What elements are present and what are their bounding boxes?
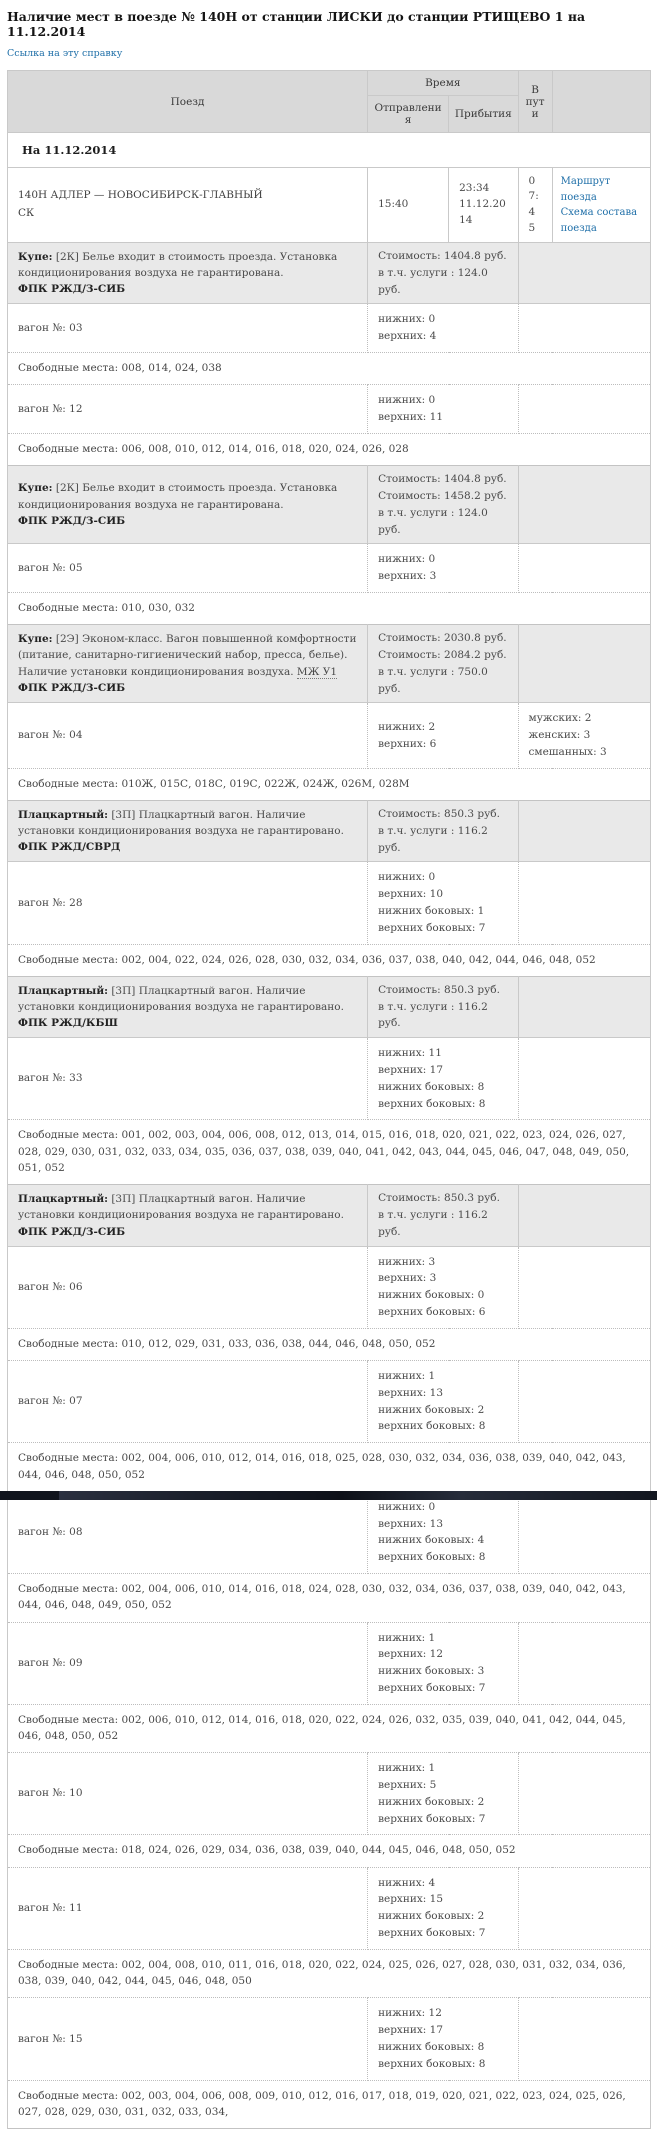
free-seats-cell: Свободные места: 008, 014, 024, 038 <box>8 352 651 384</box>
free-seats-cell: Свободные места: 010, 012, 029, 031, 033, 036, 038, 044, 046, 048, 050, 052 <box>8 1328 651 1360</box>
column-time: Время <box>368 71 518 96</box>
seat-count-line: нижних: 1 <box>378 1631 436 1644</box>
free-seats-row <box>8 352 651 384</box>
price-line: Стоимость: 850.3 руб. <box>378 808 500 820</box>
arrival-cell <box>449 168 518 243</box>
class-description-row <box>8 243 651 304</box>
column-train: Поезд <box>8 71 368 133</box>
seat-counts-cell <box>368 1753 518 1835</box>
departure-time: 15:40 <box>368 168 449 243</box>
free-seats-cell: Свободные места: 002, 006, 010, 012, 014, 016, 018, 020, 022, 024, 026, 032, 035, 039, 040, 041, 042, 044, 045, 046, 048, 050, 052 <box>8 1704 651 1753</box>
class-description-text <box>18 480 357 513</box>
seat-counts-cell <box>368 1998 518 2080</box>
train-category: СК <box>18 207 35 219</box>
price-cell <box>368 976 518 1037</box>
free-seats-row <box>8 1443 651 1492</box>
seat-counts-cell <box>368 703 518 768</box>
car-number-cell: вагон №: 08 <box>8 1491 368 1573</box>
seat-counts-cell <box>368 862 518 944</box>
seat-count-line: нижних: 0 <box>378 1500 436 1513</box>
car-number-cell: вагон №: 06 <box>8 1246 368 1328</box>
date-section-label: На 11.12.2014 <box>8 133 651 168</box>
seat-count-line: верхних: 17 <box>378 1064 444 1077</box>
class-description-row <box>8 1185 651 1246</box>
gender-counts-cell <box>518 1998 650 2080</box>
class-name-label: Плацкартный: <box>18 808 108 821</box>
class-row-empty-cell <box>518 976 650 1037</box>
seat-count-line: верхних боковых: 8 <box>378 2057 486 2070</box>
car-number-cell: вагон №: 03 <box>8 304 368 353</box>
train-scheme-link[interactable]: Схема состава поезда <box>560 207 638 234</box>
car-row <box>8 703 651 768</box>
price-line: в т.ч. услуги : 124.0 руб. <box>378 266 488 296</box>
carrier-label: ФПК РЖД/СВРД <box>18 841 121 854</box>
price-line: в т.ч. услуги : 116.2 руб. <box>378 1209 488 1238</box>
carrier-label: ФПК РЖД/З-СИБ <box>18 283 126 296</box>
seat-count-line: нижних: 2 <box>378 720 436 733</box>
free-seats-row <box>8 2080 651 2129</box>
gender-counts-cell <box>518 1753 650 1835</box>
bottom-taskbar-edge <box>0 1491 657 1500</box>
gender-count-line: смешанных: 3 <box>528 745 607 758</box>
free-seats-cell: Свободные места: 002, 004, 022, 024, 026, 028, 030, 032, 034, 036, 037, 038, 040, 042, 044, 046, 048, 052 <box>8 944 651 976</box>
free-seats-cell: Свободные места: 002, 004, 006, 010, 012, 014, 016, 018, 025, 028, 030, 032, 034, 036, 038, 039, 040, 042, 043, 044, 046, 048, 050, 052 <box>8 1443 651 1492</box>
gender-counts-cell <box>518 1491 650 1573</box>
seat-counts-cell <box>368 1491 518 1573</box>
carrier-label: ФПК РЖД/З-СИБ <box>18 514 126 527</box>
reference-link[interactable]: Ссылка на эту справку <box>7 48 123 59</box>
seat-count-line: нижних: 0 <box>378 871 436 884</box>
car-row <box>8 1361 651 1443</box>
seat-count-line: верхних: 6 <box>378 737 437 750</box>
seat-counts-cell <box>368 385 518 434</box>
seat-count-line: нижних: 12 <box>378 2007 442 2020</box>
free-seats-cell: Свободные места: 010, 030, 032 <box>8 592 651 624</box>
train-name: 140Н АДЛЕР — НОВОСИБИРСК-ГЛАВНЫЙ <box>18 189 263 202</box>
column-actions <box>552 71 650 133</box>
seat-count-line: нижних боковых: 2 <box>378 1403 485 1416</box>
train-cell <box>8 168 368 243</box>
class-row-empty-cell <box>518 243 650 304</box>
date-section-row <box>8 133 651 168</box>
seat-count-line: верхних боковых: 8 <box>378 1420 486 1433</box>
free-seats-row <box>8 1328 651 1360</box>
free-seats-row <box>8 768 651 800</box>
seat-count-line: верхних боковых: 7 <box>378 921 486 934</box>
gender-counts-cell <box>518 544 650 593</box>
arrival-date: 11.12.2014 <box>459 198 506 226</box>
car-number-cell: вагон №: 28 <box>8 862 368 944</box>
seat-count-line: нижних: 1 <box>378 1370 436 1383</box>
price-line: Стоимость: 850.3 руб. <box>378 983 500 996</box>
class-row-empty-cell <box>518 1185 650 1246</box>
car-number-cell: вагон №: 05 <box>8 544 368 593</box>
gender-counts-cell <box>518 1246 650 1328</box>
class-name-label: Плацкартный: <box>18 984 108 997</box>
free-seats-row <box>8 1120 651 1185</box>
price-line: в т.ч. услуги : 116.2 руб. <box>378 1000 488 1030</box>
seat-count-line: нижних: 0 <box>378 553 436 566</box>
car-number-cell: вагон №: 33 <box>8 1038 368 1120</box>
car-row <box>8 862 651 944</box>
seat-count-line: верхних: 15 <box>378 1893 444 1906</box>
gender-counts-cell <box>518 385 650 434</box>
seat-count-line: нижних: 1 <box>378 1762 436 1775</box>
carrier-label: ФПК РЖД/КБШ <box>18 1017 118 1030</box>
seat-count-line: верхних боковых: 8 <box>378 1551 486 1564</box>
gender-counts-cell <box>518 862 650 944</box>
class-description-text <box>18 1191 357 1224</box>
class-description-row <box>8 976 651 1037</box>
column-duration-line1: В <box>531 83 539 96</box>
car-row <box>8 385 651 434</box>
free-seats-row <box>8 433 651 465</box>
seat-counts-cell <box>368 304 518 353</box>
seat-count-line: верхних: 13 <box>378 1386 444 1399</box>
column-duration-line2: пути <box>525 95 545 120</box>
seat-count-line: нижних боковых: 3 <box>378 1665 485 1678</box>
seat-count-line: верхних: 13 <box>378 1517 444 1530</box>
class-description-cell <box>8 466 368 544</box>
gender-counts-cell <box>518 1622 650 1704</box>
seat-count-line: верхних: 3 <box>378 570 437 583</box>
seat-count-line: верхних: 17 <box>378 2024 444 2037</box>
car-number-cell: вагон №: 07 <box>8 1361 368 1443</box>
class-description-rest: [2Э] Эконом-класс. Вагон повышенной комфортности (питание, санитарно-гигиенический набор, пресса, белье). Наличие установки кондиционирования воздуха. <box>18 633 357 678</box>
price-cell <box>368 1185 518 1246</box>
seat-count-line: верхних: 5 <box>378 1779 437 1792</box>
gender-count-line: мужских: 2 <box>528 712 592 725</box>
class-description-text <box>18 983 357 1016</box>
price-line: Стоимость: 1458.2 руб. <box>378 489 507 502</box>
class-row-empty-cell <box>518 801 650 862</box>
free-seats-cell: Свободные места: 001, 002, 003, 004, 006, 008, 012, 013, 014, 015, 016, 018, 020, 021, 022, 023, 024, 026, 027, 028, 029, 030, 031, 032, 033, 034, 035, 036, 037, 038, 039, 040, 041, 042, 043, 044, 045, 046, 047, 048, 049, 050, 051, 052 <box>8 1120 651 1185</box>
table-header <box>8 71 651 133</box>
class-row-empty-cell <box>518 625 650 703</box>
class-description-text <box>18 631 357 680</box>
class-name-label: Купе: <box>18 482 53 495</box>
gender-counts-cell <box>518 1867 650 1949</box>
free-seats-row <box>8 1949 651 1998</box>
car-row <box>8 1038 651 1120</box>
gender-counts-cell <box>518 1361 650 1443</box>
price-cell <box>368 243 518 304</box>
price-line: Стоимость: 2084.2 руб. <box>378 648 507 661</box>
class-description-rest: [2К] Белье входит в стоимость проезда. Установка кондиционирования воздуха не гарантирована. <box>18 482 338 511</box>
gender-counts-cell <box>518 1038 650 1120</box>
class-description-text <box>18 249 357 282</box>
column-arrival: Прибытия <box>449 96 518 133</box>
gender-counts-cell <box>518 304 650 353</box>
class-description-cell <box>8 625 368 703</box>
seat-count-line: верхних: 10 <box>378 888 444 901</box>
price-line: Стоимость: 850.3 руб. <box>378 1192 500 1205</box>
price-line: в т.ч. услуги : 750.0 руб. <box>378 665 488 695</box>
seat-count-line: верхних: 11 <box>378 411 444 424</box>
seat-count-line: верхних: 12 <box>378 1648 444 1661</box>
class-description-cell <box>8 243 368 304</box>
page-title: Наличие мест в поезде № 140Н от станции ЛИСКИ до станции РТИЩЕВО 1 на 11.12.2014 <box>7 9 586 39</box>
free-seats-row <box>8 1835 651 1867</box>
train-row <box>8 168 651 243</box>
seat-count-line: верхних боковых: 8 <box>378 1097 486 1110</box>
seat-counts-cell <box>368 1361 518 1443</box>
class-name-label: Купе: <box>18 633 53 646</box>
car-row <box>8 1246 651 1328</box>
seat-count-line: нижних: 4 <box>378 1876 436 1889</box>
seat-count-line: верхних: 4 <box>378 330 437 343</box>
car-row <box>8 1867 651 1949</box>
seat-count-line: нижних: 0 <box>378 394 436 407</box>
price-line: Стоимость: 1404.8 руб. <box>378 250 507 262</box>
seat-count-line: верхних боковых: 7 <box>378 1927 486 1940</box>
seat-counts-cell <box>368 544 518 593</box>
seat-count-line: нижних боковых: 1 <box>378 904 485 917</box>
seat-count-line: нижних: 3 <box>378 1255 436 1268</box>
seat-count-line: нижних: 0 <box>378 313 436 326</box>
car-number-cell: вагон №: 04 <box>8 703 368 768</box>
class-description-rest: [3П] Плацкартный вагон. Наличие установки кондиционирования воздуха не гарантировано. <box>18 1193 344 1222</box>
seat-count-line: нижних боковых: 2 <box>378 1795 485 1808</box>
price-line: Стоимость: 2030.8 руб. <box>378 632 507 645</box>
train-links-cell <box>552 168 650 243</box>
seat-count-line: верхних боковых: 7 <box>378 1681 486 1694</box>
price-cell <box>368 466 518 544</box>
price-cell <box>368 801 518 862</box>
price-line: Стоимость: 1404.8 руб. <box>378 473 507 486</box>
seat-count-line: нижних боковых: 8 <box>378 1080 485 1093</box>
class-description-rest: [3П] Плацкартный вагон. Наличие установки кондиционирования воздуха не гарантировано. <box>18 984 344 1013</box>
free-seats-cell: Свободные места: 002, 004, 008, 010, 011, 016, 018, 020, 022, 024, 025, 026, 027, 028, 030, 031, 032, 034, 036, 038, 039, 040, 042, 044, 045, 046, 048, 050 <box>8 1949 651 1998</box>
class-description-cell <box>8 1185 368 1246</box>
free-seats-cell: Свободные места: 018, 024, 026, 029, 034, 036, 038, 039, 040, 044, 045, 046, 048, 050, 052 <box>8 1835 651 1867</box>
class-name-label: Купе: <box>18 250 53 263</box>
seat-count-line: нижних боковых: 8 <box>378 2040 485 2053</box>
free-seats-row <box>8 1573 651 1622</box>
price-line: в т.ч. услуги : 124.0 руб. <box>378 506 488 536</box>
column-duration <box>518 71 552 133</box>
seat-count-line: нижних боковых: 2 <box>378 1910 485 1923</box>
gender-count-line: женских: 3 <box>528 729 591 742</box>
seat-count-line: верхних боковых: 6 <box>378 1306 486 1318</box>
column-departure: Отправления <box>368 96 449 133</box>
class-description-row <box>8 466 651 544</box>
price-line: в т.ч. услуги : 116.2 руб. <box>378 824 488 854</box>
availability-table <box>7 70 651 2129</box>
free-seats-cell: Свободные места: 006, 008, 010, 012, 014, 016, 018, 020, 024, 026, 028 <box>8 433 651 465</box>
class-feature-abbr: МЖ У1 <box>296 665 338 678</box>
class-description-row <box>8 801 651 862</box>
free-seats-cell: Свободные места: 002, 003, 004, 006, 008, 009, 010, 012, 016, 017, 018, 019, 020, 021, 022, 023, 024, 025, 026, 027, 028, 029, 030, 031, 032, 033, 034, <box>8 2080 651 2129</box>
seat-count-line: верхних: 3 <box>378 1272 437 1285</box>
car-row <box>8 1998 651 2080</box>
class-row-empty-cell <box>518 466 650 544</box>
free-seats-row <box>8 1704 651 1753</box>
arrival-time: 23:34 <box>459 182 490 195</box>
class-name-label: Плацкартный: <box>18 1193 108 1206</box>
carrier-label: ФПК РЖД/З-СИБ <box>18 682 126 695</box>
duration-value: 07:45 <box>518 168 552 243</box>
class-description-row <box>8 625 651 703</box>
car-number-cell: вагон №: 10 <box>8 1753 368 1835</box>
seat-counts-cell <box>368 1246 518 1328</box>
car-number-cell: вагон №: 11 <box>8 1867 368 1949</box>
carrier-label: ФПК РЖД/З-СИБ <box>18 1225 126 1238</box>
car-number-cell: вагон №: 12 <box>8 385 368 434</box>
car-number-cell: вагон №: 15 <box>8 1998 368 2080</box>
class-description-rest: [2К] Белье входит в стоимость проезда. Установка кондиционирования воздуха не гарантирована. <box>18 250 338 280</box>
car-row <box>8 304 651 353</box>
class-description-cell <box>8 976 368 1037</box>
route-link[interactable]: Маршрут поезда <box>560 176 611 203</box>
price-cell <box>368 625 518 703</box>
car-number-cell: вагон №: 09 <box>8 1622 368 1704</box>
car-row <box>8 544 651 593</box>
class-description-rest: [3П] Плацкартный вагон. Наличие установки кондиционирования воздуха не гарантировано. <box>18 808 344 838</box>
car-row <box>8 1622 651 1704</box>
free-seats-cell: Свободные места: 002, 004, 006, 010, 014, 016, 018, 024, 028, 030, 032, 034, 036, 037, 038, 039, 040, 042, 043, 044, 046, 048, 049, 050, 052 <box>8 1573 651 1622</box>
seat-counts-cell <box>368 1038 518 1120</box>
free-seats-cell: Свободные места: 010Ж, 015С, 018С, 019С, 022Ж, 024Ж, 026М, 028М <box>8 768 651 800</box>
seat-count-line: нижних боковых: 4 <box>378 1534 485 1547</box>
class-description-text <box>18 807 357 840</box>
seat-counts-cell <box>368 1867 518 1949</box>
seat-counts-cell <box>368 1622 518 1704</box>
car-row <box>8 1491 651 1573</box>
gender-counts-cell <box>518 703 650 768</box>
seat-count-line: нижних боковых: 0 <box>378 1289 485 1302</box>
seat-count-line: нижних: 11 <box>378 1047 442 1060</box>
car-row <box>8 1753 651 1835</box>
seat-count-line: верхних боковых: 7 <box>378 1812 486 1825</box>
class-description-cell <box>8 801 368 862</box>
free-seats-row <box>8 944 651 976</box>
free-seats-row <box>8 592 651 624</box>
